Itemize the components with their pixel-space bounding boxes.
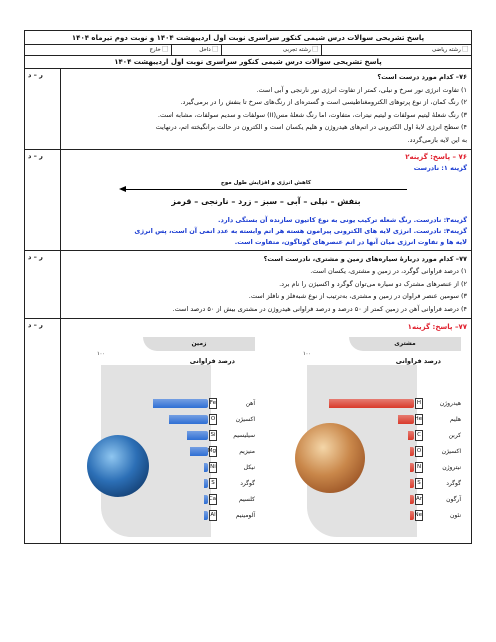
jupiter-label-Ar: آرگون	[446, 496, 461, 504]
jupiter-symbol-S: S	[415, 478, 423, 489]
question-77-text: ۷۷– کدام مورد دربارهٔ سیاره‌های زمین و مشتری، نادرست است؟	[263, 254, 467, 263]
answer-77	[61, 319, 471, 544]
exam-sheet	[24, 30, 472, 544]
jupiter-label-He: هلیم	[450, 416, 461, 424]
a76-option-1: گزینه ۱: نادرست	[413, 163, 467, 172]
q76-option-4-cont: به این لایه بازمی‌گردد.	[407, 135, 467, 144]
question-76-row	[25, 69, 471, 150]
info-row	[25, 45, 471, 56]
jupiter-bar-He	[398, 415, 414, 424]
q76-option-1: ۱) تفاوت انرژی نور سرخ و نیلی، کمتر از تفاوت انرژی نور نارنجی و آبی است.	[256, 85, 467, 94]
question-76	[61, 69, 471, 149]
arrow-line	[125, 189, 407, 190]
abundance-charts	[65, 333, 467, 541]
arrow-caption: کاهش انرژی و افزایش طول موج	[220, 179, 312, 186]
jupiter-bar-C	[408, 431, 414, 440]
earth-label-Ca: کلسیم	[239, 496, 255, 504]
earth-label-Si: سیلیسیم	[233, 432, 255, 440]
earth-bar-Al	[204, 511, 208, 520]
jupiter-label-S: گوگرد	[446, 480, 461, 488]
field-bio: ⃞ رشته تجربی	[221, 45, 321, 56]
jupiter-bar-Ar	[410, 495, 414, 504]
section-title: پاسخ تشریحی سوالات درس شیمی کنکور سراسری نوبت اول اردیبهشت ۱۴۰۴	[25, 56, 471, 69]
q76-option-4: ۴) سطح انرژی لایهٔ اول الکترونی در اتم‌های هیدروژن و هلیم یکسان است و الکترون در حالت برانگیخته اتم، درنهایت	[155, 123, 467, 132]
answer-76	[61, 150, 471, 250]
jupiter-row-C	[291, 429, 461, 442]
earth-symbol-O: O	[209, 414, 217, 425]
question-76-text: ۷۶– کدام مورد درست است؟	[377, 73, 467, 81]
jupiter-chart	[291, 337, 461, 537]
earth-title: زمین	[143, 337, 255, 351]
q77-option-4: ۴) درصد فراوانی آهن در زمین کمتر از ۵۰ درصد و درصد فراوانی هیدروژن در مشتری بیش از ۵۰ درصد است.	[172, 304, 467, 313]
sheet-header: پاسخ تشریحی سوالات درس شیمی کنکور سراسری نوبت اول اردیبهشت ۱۴۰۴ و نوبت دوم تیرماه ۱۴۰۴	[25, 31, 471, 45]
q77-option-2: ۲) از عنصرهای مشترک دو سیاره می‌توان گوگرد و اکسیژن را نام برد.	[279, 279, 467, 288]
jupiter-symbol-Ne: Ne	[415, 510, 423, 521]
earth-chart	[85, 337, 255, 537]
jupiter-title: مشتری	[349, 337, 461, 351]
earth-bar-Si	[187, 431, 208, 440]
jupiter-symbol-N: N	[415, 462, 423, 473]
earth-bar-Ca	[204, 495, 208, 504]
a76-option-4a: گزینه۴: نادرست. انرژی لایه های الکترونی پیرامون هسته هر اتم وابسته به عدد اتمی آن است، پس انرژی	[134, 226, 467, 235]
answer-77-title: ۷۷– پاسخ: گزینه۱	[407, 322, 467, 331]
earth-row-Ca	[85, 493, 255, 506]
jupiter-row-N	[291, 461, 461, 474]
field-math: ⃞ رشته ریاضی	[321, 45, 471, 56]
jupiter-row-S	[291, 477, 461, 490]
earth-row-Ni	[85, 461, 255, 474]
q76-side-tag: ر – د	[25, 69, 61, 149]
jupiter-label-C: کربن	[448, 432, 461, 440]
jupiter-row-Ar	[291, 493, 461, 506]
jupiter-symbol-He: He	[415, 414, 423, 425]
earth-row-O	[85, 413, 255, 426]
q77-option-1: ۱) درصد فراوانی گوگرد، در زمین و مشتری، یکسان است.	[310, 267, 467, 276]
earth-axis-label: درصد فراوانی	[189, 357, 235, 366]
earth-row-Mg	[85, 445, 255, 458]
earth-max-label: ۱۰۰	[97, 351, 106, 358]
earth-bar-O	[169, 415, 208, 424]
q76-option-2: ۲) رنگ کمان، از نوع پرتوهای الکترومغناطیسی است و گستره‌ای از رنگ‌های سرخ تا بنفش را در برمی‌گیرد.	[180, 98, 467, 107]
jupiter-max-label: ۱۰۰	[303, 351, 312, 358]
earth-symbol-Ni: Ni	[209, 462, 217, 473]
earth-label-O: اکسیژن	[235, 416, 255, 424]
jupiter-symbol-O: O	[415, 446, 423, 457]
earth-row-Fe	[85, 397, 255, 410]
earth-label-Fe: آهن	[245, 400, 255, 408]
earth-symbol-Mg: Mg	[209, 446, 217, 457]
arrow-head-icon	[119, 186, 126, 192]
earth-bar-Mg	[190, 447, 208, 456]
question-77-row	[25, 251, 471, 319]
question-77	[61, 251, 471, 318]
earth-label-Al: آلومینیم	[235, 512, 255, 520]
earth-row-S	[85, 477, 255, 490]
earth-bar-Fe	[153, 399, 208, 408]
earth-symbol-Al: Al	[209, 510, 217, 521]
q77-side-tag: ر – د	[25, 251, 61, 318]
jupiter-row-Ne	[291, 509, 461, 522]
jupiter-label-H: هیدروژن	[439, 400, 461, 408]
a76-side-tag: ر – د	[25, 150, 61, 250]
jupiter-bar-S	[410, 479, 414, 488]
color-spectrum: بنفش – نیلی – آبی – سبز – زرد – نارنجی – قرمز	[171, 196, 361, 206]
a76-option-4b: لایه ها و تفاوت انرژی میان آنها در اتم عنصرهای گوناگون، متفاوت است.	[234, 237, 467, 246]
q76-option-3: ۳) رنگ شعلهٔ لیتیم سولفات و لیتیم نیترات، متفاوت، اما رنگ شعلهٔ مس(II) سولفات و سدیم سولفات، مشابه است.	[157, 110, 467, 119]
earth-label-Ni: نیکل	[243, 464, 255, 472]
jupiter-symbol-C: C	[415, 430, 423, 441]
jupiter-label-Ne: نئون	[450, 512, 461, 520]
energy-arrow	[105, 178, 427, 194]
jupiter-bar-Ne	[410, 511, 414, 520]
earth-row-Si	[85, 429, 255, 442]
a77-side-tag: ر – د	[25, 319, 61, 544]
earth-bar-Ni	[204, 463, 208, 472]
jupiter-bar-N	[410, 463, 414, 472]
earth-symbol-S: S	[209, 478, 217, 489]
earth-bar-S	[204, 479, 208, 488]
a76-option-3: گزینه۳: نادرست. رنگ شعله ترکیب یونی به نوع کاتیون سازنده آن بستگی دارد.	[218, 215, 467, 224]
jupiter-bar-H	[329, 399, 414, 408]
jupiter-label-O: اکسیژن	[441, 448, 461, 456]
jupiter-symbol-H: H	[415, 398, 423, 409]
jupiter-row-H	[291, 397, 461, 410]
answer-77-row	[25, 319, 471, 544]
answer-76-title: ۷۶ – پاسخ: گزینه۲	[405, 152, 467, 161]
jupiter-symbol-Ar: Ar	[415, 494, 423, 505]
jupiter-bar-O	[410, 447, 414, 456]
jupiter-row-He	[291, 413, 461, 426]
jupiter-axis-label: درصد فراوانی	[395, 357, 441, 366]
jupiter-label-N: نیتروژن	[442, 464, 461, 472]
inside-cell: ⃞ داخل	[171, 45, 221, 56]
earth-label-S: گوگرد	[240, 480, 255, 488]
earth-row-Al	[85, 509, 255, 522]
earth-label-Mg: منیزیم	[239, 448, 255, 456]
outside-cell: ⃞ خارج	[149, 46, 168, 53]
jupiter-row-O	[291, 445, 461, 458]
answer-76-row	[25, 150, 471, 251]
earth-symbol-Ca: Ca	[209, 494, 217, 505]
earth-symbol-Fe: Fe	[209, 398, 217, 409]
q77-option-3: ۳) سومین عنصر فراوان در زمین و مشتری، به‌ترتیب از نوع شبه‌فلز و نافلز است.	[248, 292, 467, 301]
earth-symbol-Si: Si	[209, 430, 217, 441]
